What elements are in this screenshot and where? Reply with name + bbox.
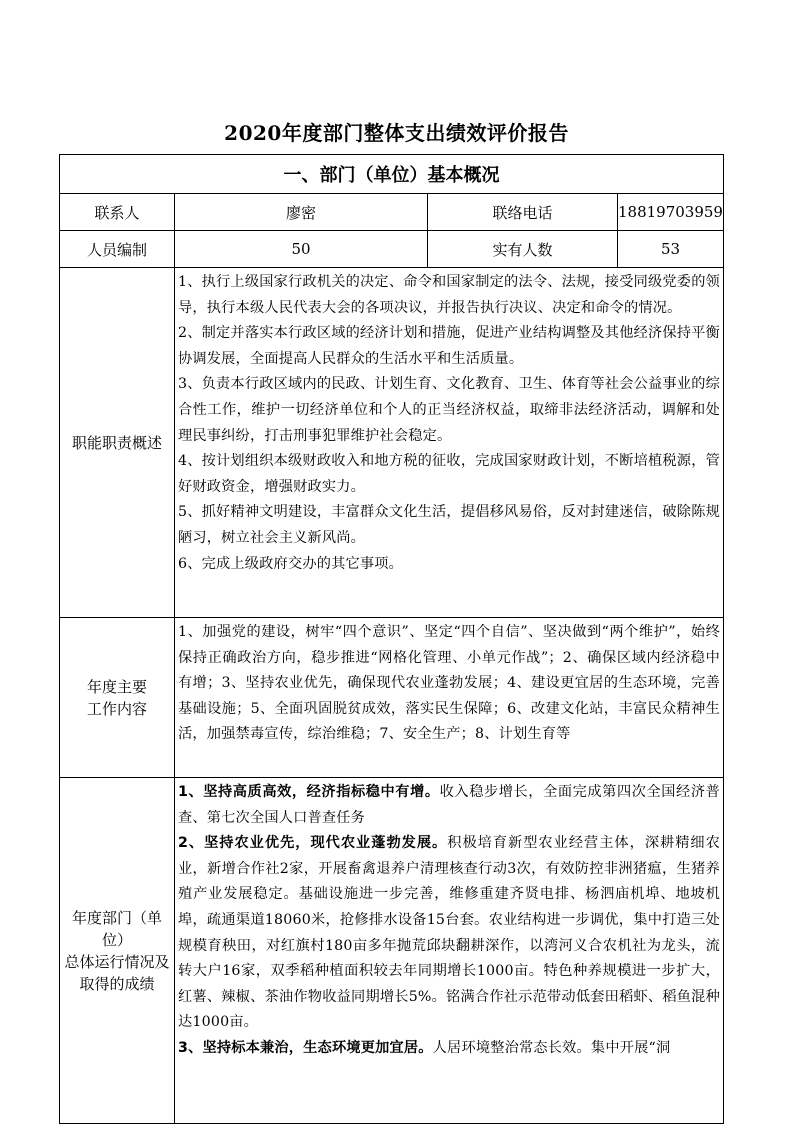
results-content xyxy=(175,778,724,1124)
result-heading: 1、坚持高质高效，经济指标稳中有增。 xyxy=(178,784,440,800)
staff-quota-value: 50 xyxy=(175,231,428,268)
staff-quota-label: 人员编制 xyxy=(60,231,175,268)
duty-item: 3、负责本行政区域内的民政、计划生育、文化教育、卫生、体育等社会公益事业的综合性工作，维护一切经济单位和个人的正当经济权益，取缔非法经济活动，调解和处理民事纠纷，打击刑事犯罪维护社会稳定。 xyxy=(178,376,720,444)
result-item xyxy=(178,831,720,1036)
annual-work-content xyxy=(175,618,724,778)
duties-label: 职能职责概述 xyxy=(60,268,175,618)
result-body: 收入稳步增长，全面完成第四次全国经济普查、第七次全国人口普查任务 xyxy=(178,784,720,826)
duty-item: 6、完成上级政府交办的其它事项。 xyxy=(178,555,404,572)
duty-item: 2、制定并落实本行政区域的经济计划和措施，促进产业结构调整及其他经济保持平衡协调发展，全面提高人民群众的生活水平和生活质量。 xyxy=(178,325,720,367)
duties-content xyxy=(175,268,724,618)
result-body: 人居环境整治常态长效。集中开展“洞 xyxy=(432,1039,671,1056)
results-label-line: 总体运行情况及 xyxy=(64,952,170,971)
annual-work-text: 1、加强党的建设，树牢“四个意识”、坚定“四个自信”、坚决做到“两个维护”，始终保持正确政治方向，稳步推进“网格化管理、小单元作战”；2、确保区域内经济稳中有增；3、坚持农业优先，确保现代农业蓬勃发展；4、建设更宜居的生态环境，完善基础设施；5、全面巩固脱贫成效，落实民生保障；6、改建文化站，丰富民众精神生活，加强禁毒宣传，综治维稳；7、安全生产；8、计划生育等 xyxy=(178,624,720,743)
results-label xyxy=(60,778,175,1124)
section-heading: 一、部门（单位）基本概况 xyxy=(60,155,724,194)
annual-work-label-line: 年度主要 xyxy=(86,677,147,696)
report-title: 2020年度部门整体支出绩效评价报告 xyxy=(224,121,569,145)
results-label-line: 取得的成绩 xyxy=(79,974,155,993)
actual-staff-value: 53 xyxy=(618,231,724,268)
duty-item: 5、抓好精神文明建设，丰富群众文化生活，提倡移风易俗，反对封建迷信，破除陈规陋习，树立社会主义新风尚。 xyxy=(178,504,720,546)
contact-label: 联系人 xyxy=(60,194,175,231)
phone-value: 18819703959 xyxy=(618,194,724,231)
result-heading: 2、坚持农业优先，现代农业蓬勃发展。 xyxy=(178,835,448,852)
contact-value: 廖密 xyxy=(175,194,428,231)
result-item xyxy=(178,780,720,831)
overview-table xyxy=(59,154,724,1124)
annual-work-label xyxy=(60,618,175,778)
results-label-line: 年度部门（单位） xyxy=(71,908,162,949)
result-item xyxy=(178,1036,720,1062)
annual-work-label-line: 工作内容 xyxy=(86,699,147,718)
result-body: 积极培育新型农业经营主体，深耕精细农业，新增合作社2家，开展畜禽退养户清理核查行动3次，有效防控非洲猪瘟，生猪养殖产业发展稳定。基础设施进一步完善，维修重建齐贤电排、杨泗庙机埠、地坡机埠，疏通渠道18060米，抢修排水设备15台套。农业结构进一步调优，集中打造三处规模育秧田，对红旗村180亩多年抛荒邱块翻耕深作，以湾河义合农机社为龙头，流转大户16家，双季稻种植面积较去年同期增长1000亩。特色种养规模进一步扩大，红薯、辣椒、茶油作物收益同期增长5%。铭满合作社示范带动低套田稻虾、稻鱼混种达1000亩。 xyxy=(178,835,720,1031)
duty-item: 4、按计划组织本级财政收入和地方税的征收，完成国家财政计划，不断培植税源，管好财政资金，增强财政实力。 xyxy=(178,453,720,495)
actual-staff-label: 实有人数 xyxy=(428,231,618,268)
phone-label: 联络电话 xyxy=(428,194,618,231)
duty-item: 1、执行上级国家行政机关的决定、命令和国家制定的法令、法规，接受同级党委的领导，执行本级人民代表大会的各项决议，并报告执行决议、决定和命令的情况。 xyxy=(178,274,720,316)
result-heading: 3、坚持标本兼治，生态环境更加宜居。 xyxy=(178,1039,433,1056)
